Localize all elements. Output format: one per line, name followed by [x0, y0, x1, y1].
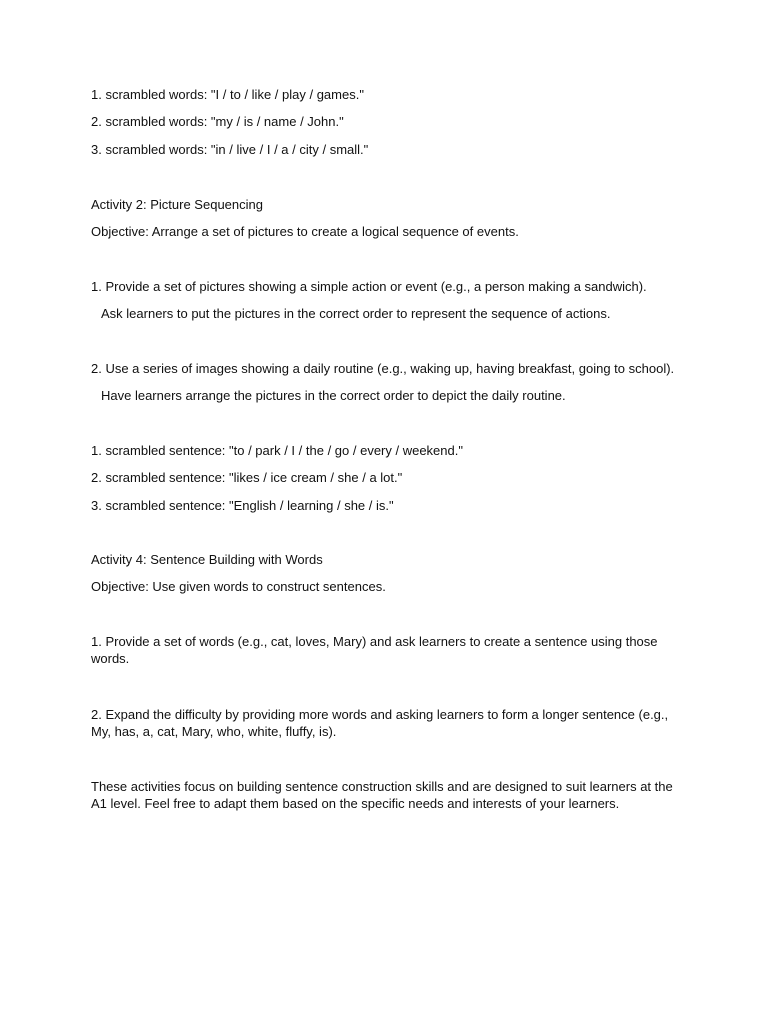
activity2-objective: Objective: Arrange a set of pictures to create a logical sequence of events.	[91, 224, 519, 239]
closing-paragraph: These activities focus on building sentence construction skills and are designed to suit learners at the A1 level. Feel free to adapt them based on the specific needs and interests of your learners.	[91, 779, 673, 811]
activity2-step1: 1. Provide a set of pictures showing a simple action or event (e.g., a person making a sandwich).	[91, 279, 647, 294]
scrambled-words-item-2: 2. scrambled words: "my / is / name / John."	[91, 114, 344, 129]
scrambled-sentence-item-1: 1. scrambled sentence: "to / park / I / the / go / every / weekend."	[91, 443, 463, 458]
scrambled-sentence-item-3: 3. scrambled sentence: "English / learning / she / is."	[91, 498, 394, 513]
activity2-heading: Activity 2: Picture Sequencing	[91, 197, 263, 212]
activity4-step1: 1. Provide a set of words (e.g., cat, loves, Mary) and ask learners to create a sentence using those words.	[91, 634, 658, 666]
activity2-step2: 2. Use a series of images showing a daily routine (e.g., waking up, having breakfast, going to school).	[91, 361, 675, 376]
activity2-step2-detail: Have learners arrange the pictures in the correct order to depict the daily routine.	[101, 388, 566, 403]
scrambled-words-item-3: 3. scrambled words: "in / live / I / a / city / small."	[91, 142, 369, 157]
scrambled-words-item-1: 1. scrambled words: "I / to / like / play / games."	[91, 87, 364, 102]
activity4-step2: 2. Expand the difficulty by providing more words and asking learners to form a longer sentence (e.g., My, has, a, cat, Mary, who, white, fluffy, is).	[91, 707, 669, 739]
scrambled-sentence-item-2: 2. scrambled sentence: "likes / ice cream / she / a lot."	[91, 470, 403, 485]
activity4-objective: Objective: Use given words to construct sentences.	[91, 579, 386, 594]
activity4-heading: Activity 4: Sentence Building with Words	[91, 552, 323, 567]
activity2-step1-detail: Ask learners to put the pictures in the correct order to represent the sequence of actions.	[101, 306, 611, 321]
